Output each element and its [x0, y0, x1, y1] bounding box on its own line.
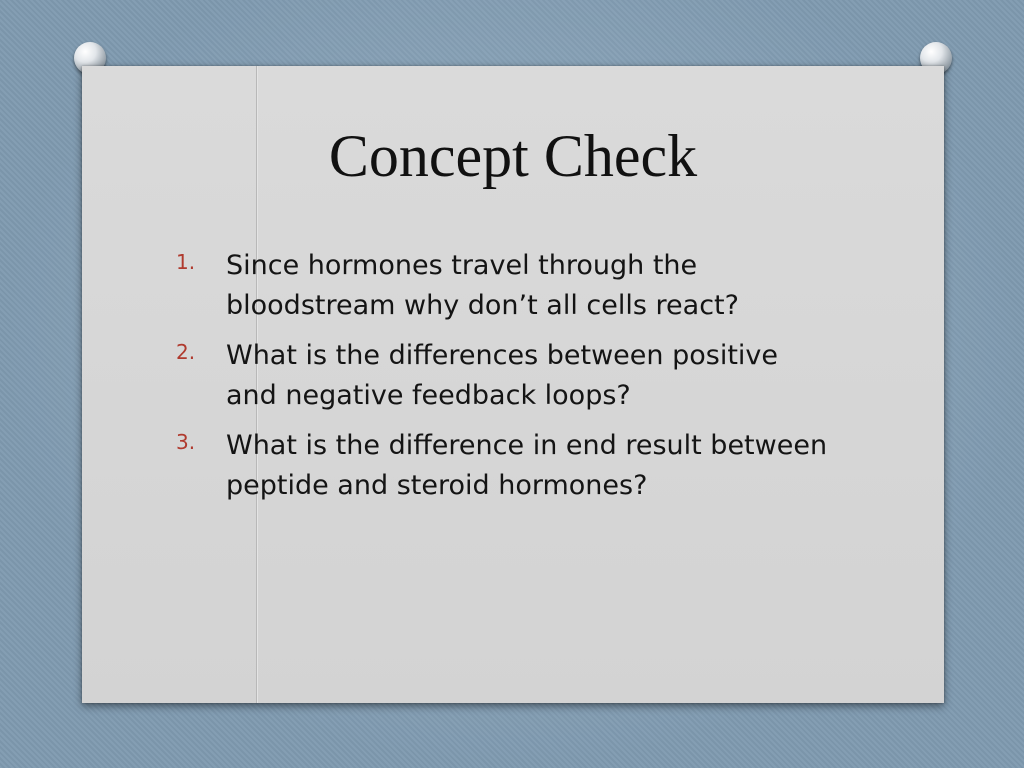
question-list	[172, 246, 832, 516]
slide-title: Concept Check	[328, 123, 698, 189]
list-number: 1.	[176, 250, 196, 274]
list-number: 2.	[176, 340, 196, 364]
list-number: 3.	[176, 430, 196, 454]
list-item	[172, 426, 832, 506]
list-text: What is the differences between positive and negative feedback loops?	[226, 340, 778, 411]
list-text: What is the difference in end result between peptide and steroid hormones?	[226, 430, 828, 501]
list-item	[172, 336, 832, 416]
list-item	[172, 246, 832, 326]
list-text: Since hormones travel through the bloodstream why don’t all cells react?	[226, 250, 739, 321]
